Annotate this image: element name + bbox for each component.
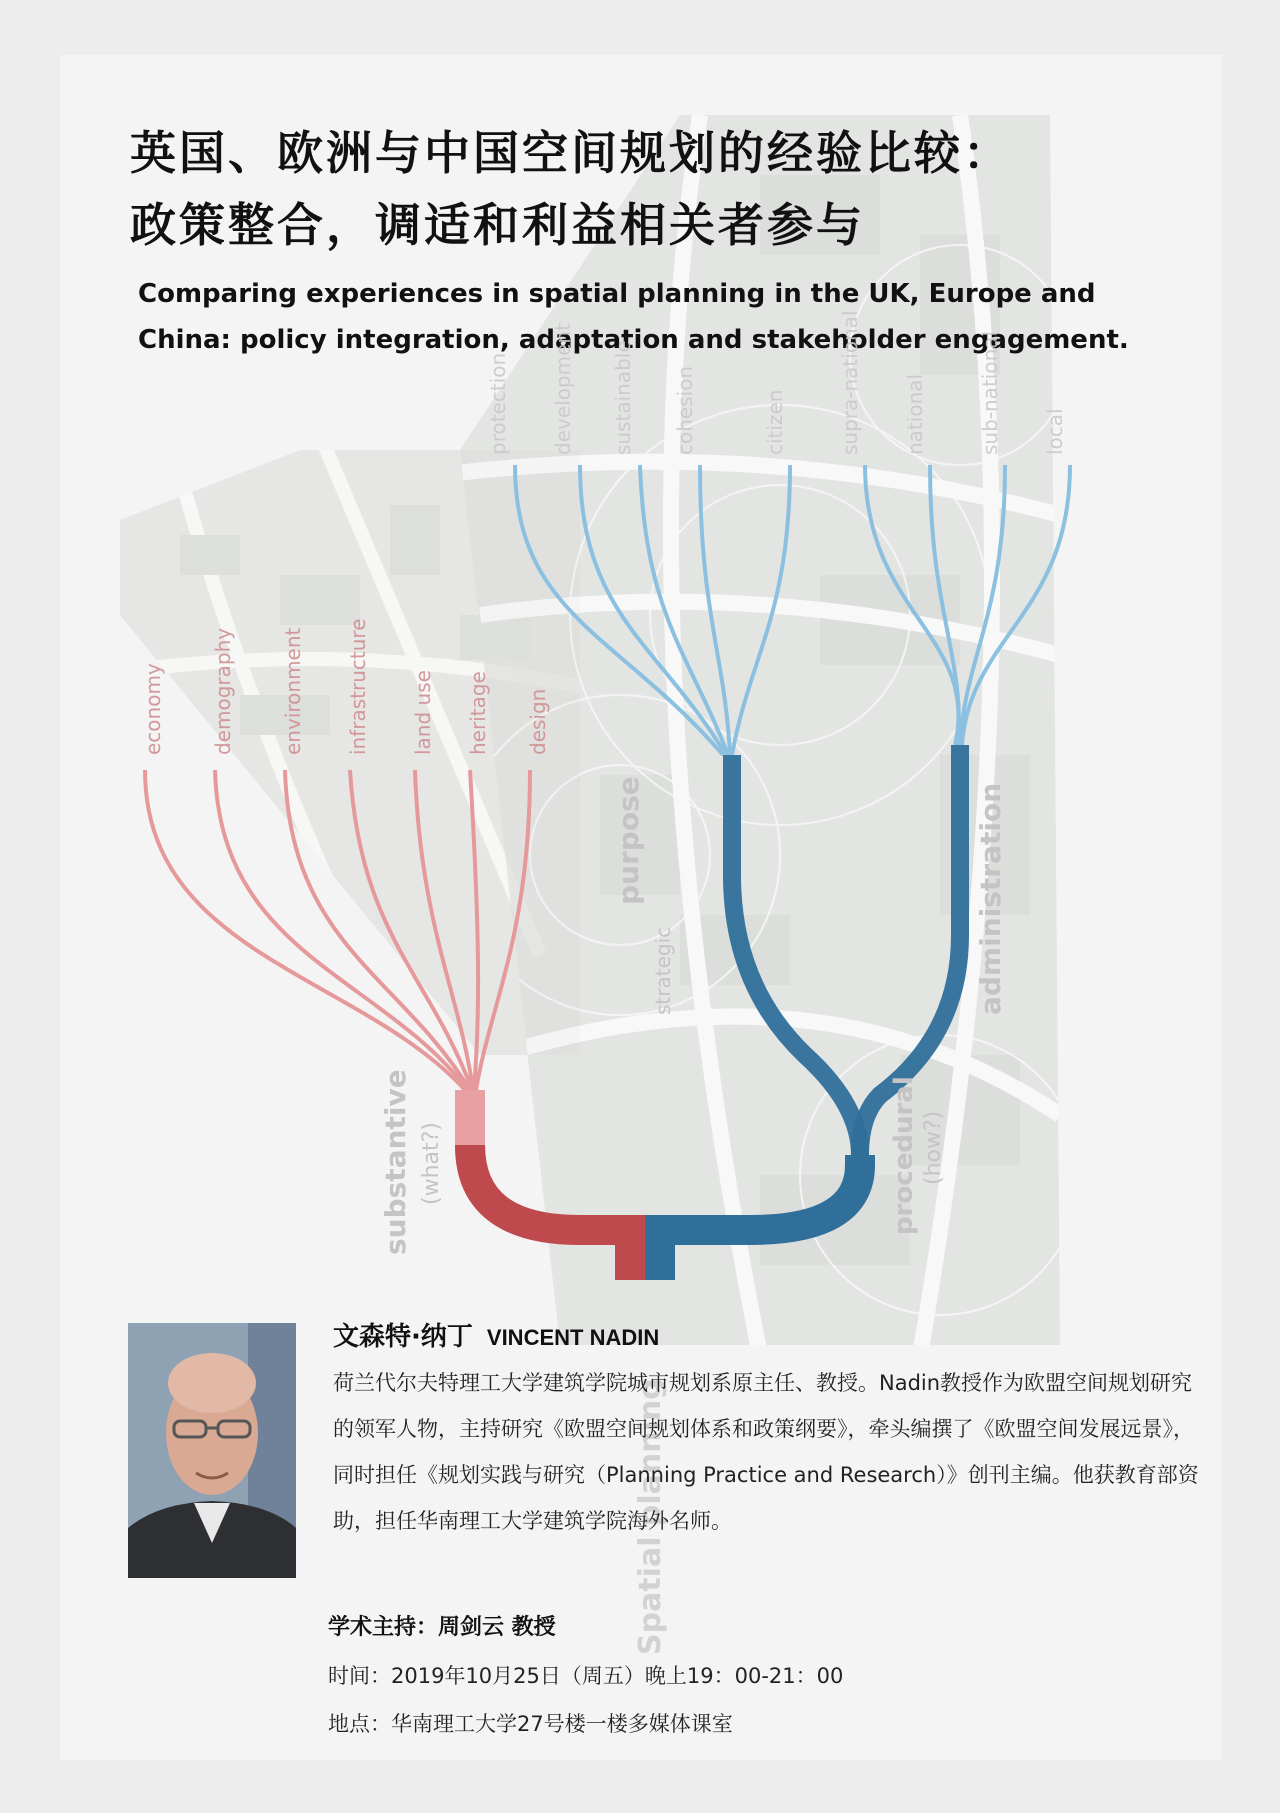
label-development: development <box>551 323 575 455</box>
english-title-line-1: Comparing experiences in spatial planning in the UK, Europe and <box>138 279 1096 309</box>
label-national: national <box>903 373 927 455</box>
procedural-labels <box>486 310 1067 455</box>
procedural-branch-lines <box>515 465 1070 755</box>
academic-host: 学术主持：周剑云 教授 <box>328 1615 556 1640</box>
label-substantive-sub: (what?) <box>419 1122 444 1205</box>
speaker-section <box>333 1317 1222 1544</box>
label-economy: economy <box>141 663 165 755</box>
label-spatial-planning: Spatial planning <box>633 1378 668 1655</box>
event-time: 时间：2019年10月25日（周五）晚上19：00-21：00 <box>328 1664 844 1688</box>
english-title-line-2: China: policy integration, adaptation and stakeholder engagement. <box>138 325 1129 355</box>
speaker-name-zh: 文森特·纳丁 <box>333 1322 473 1352</box>
label-citizen: citizen <box>763 389 787 455</box>
substantive-branch-lines <box>145 770 530 1090</box>
speaker-bio: 荷兰代尔夫特理工大学建筑学院城市规划系原主任、教授。Nadin教授作为欧盟空间规划研究的领军人物，主持研究《欧盟空间规划体系和政策纲要》，牵头编撰了《欧盟空间发展远景》，同时担任《规划实践与研究（Planning Practice and Research）》创刊主编。他获教育部资助，担任华南理工大学建筑学院海外名师。 <box>333 1371 1199 1533</box>
speaker-name <box>333 1317 1222 1358</box>
label-protection: protection <box>486 352 510 455</box>
label-substantive: substantive <box>379 1069 412 1255</box>
label-procedural: procedural <box>889 1076 919 1235</box>
label-land-use: land use <box>411 670 435 755</box>
label-sub-national: sub-national <box>978 330 1002 455</box>
label-administration: administration <box>974 782 1007 1015</box>
event-place: 地点：华南理工大学27号楼一楼多媒体课室 <box>328 1712 733 1736</box>
chinese-title-line-1: 英国、欧洲与中国空间规划的经验比较： <box>130 126 1012 180</box>
chinese-title-line-2: 政策整合，调适和利益相关者参与 <box>130 198 865 252</box>
label-supra-national: supra-national <box>838 310 862 455</box>
label-infrastructure: infrastructure <box>346 618 370 755</box>
label-sustainable: sustainable <box>611 340 635 455</box>
poster <box>60 55 1222 1760</box>
speaker-photo <box>128 1323 296 1578</box>
substantive-labels <box>141 618 550 755</box>
label-cohesion: cohesion <box>673 365 697 455</box>
label-strategic: strategic <box>651 926 675 1015</box>
procedural-root <box>645 1215 675 1280</box>
label-environment: environment <box>281 627 305 755</box>
label-heritage: heritage <box>466 671 490 755</box>
procedural-trunk-left <box>732 755 860 1155</box>
label-local: local <box>1043 408 1067 455</box>
label-design: design <box>526 688 550 755</box>
label-purpose: purpose <box>612 776 645 905</box>
label-procedural-sub: (how?) <box>921 1110 946 1185</box>
speaker-name-en: VINCENT NADIN <box>486 1325 660 1350</box>
label-demography: demography <box>211 627 235 755</box>
